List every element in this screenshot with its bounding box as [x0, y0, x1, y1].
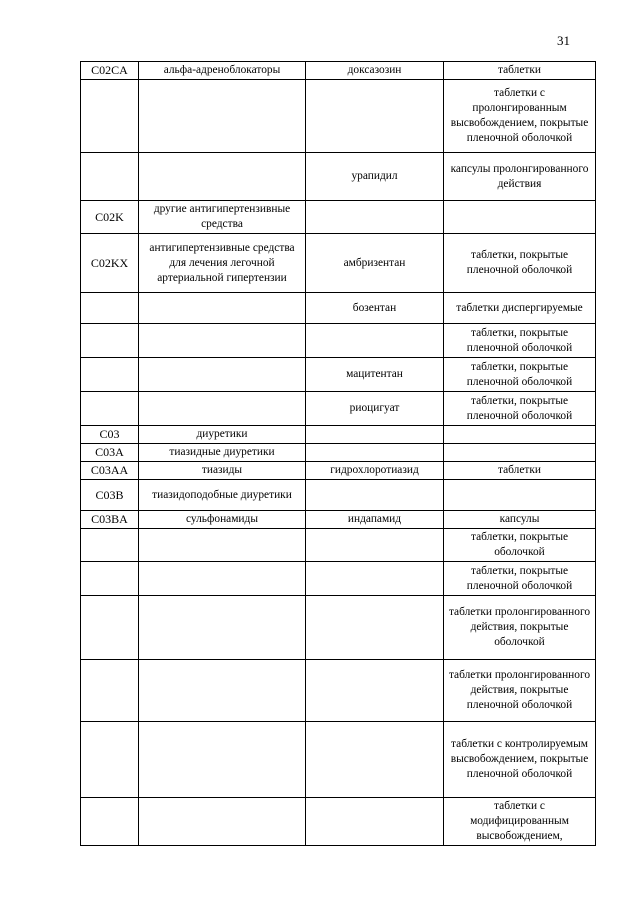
- dosage-form-cell: таблетки пролонгированного действия, покрытые оболочкой: [444, 596, 596, 660]
- dosage-form-cell: капсулы пролонгированного действия: [444, 153, 596, 201]
- atc-code-cell: C03AA: [81, 462, 139, 480]
- drug-group-cell: тиазидные диуретики: [139, 444, 306, 462]
- drug-name-cell: урапидил: [306, 153, 444, 201]
- atc-code-cell: C02CA: [81, 62, 139, 80]
- table-row: [81, 462, 596, 480]
- atc-code-cell: [81, 153, 139, 201]
- drug-group-cell: тиазидоподобные диуретики: [139, 480, 306, 511]
- drug-group-cell: [139, 660, 306, 722]
- drug-group-cell: [139, 798, 306, 846]
- drug-group-cell: [139, 596, 306, 660]
- atc-code-cell: [81, 324, 139, 358]
- dosage-form-cell: таблетки, покрытые пленочной оболочкой: [444, 562, 596, 596]
- drug-group-cell: [139, 529, 306, 562]
- table-row: [81, 529, 596, 562]
- drug-name-cell: индапамид: [306, 511, 444, 529]
- dosage-form-cell: таблетки с контролируемым высвобождением, покрытые пленочной оболочкой: [444, 722, 596, 798]
- drug-name-cell: [306, 529, 444, 562]
- drug-name-cell: бозентан: [306, 293, 444, 324]
- table-row: [81, 324, 596, 358]
- dosage-form-cell: таблетки с модифицированным высвобождением,: [444, 798, 596, 846]
- table-row: [81, 293, 596, 324]
- dosage-form-cell: таблетки, покрытые пленочной оболочкой: [444, 392, 596, 426]
- atc-code-cell: [81, 722, 139, 798]
- drug-table: [80, 61, 596, 846]
- table-row: [81, 511, 596, 529]
- drug-name-cell: [306, 480, 444, 511]
- dosage-form-cell: [444, 480, 596, 511]
- table-row: [81, 480, 596, 511]
- table-row: [81, 358, 596, 392]
- drug-group-cell: [139, 722, 306, 798]
- drug-group-cell: другие антигипертензивные средства: [139, 201, 306, 234]
- drug-group-cell: [139, 80, 306, 153]
- atc-code-cell: C03: [81, 426, 139, 444]
- dosage-form-cell: таблетки, покрытые пленочной оболочкой: [444, 324, 596, 358]
- drug-group-cell: альфа-адреноблокаторы: [139, 62, 306, 80]
- table-row: [81, 596, 596, 660]
- atc-code-cell: C02KX: [81, 234, 139, 293]
- atc-code-cell: [81, 293, 139, 324]
- atc-code-cell: [81, 358, 139, 392]
- page-number: 31: [557, 33, 570, 48]
- drug-name-cell: [306, 722, 444, 798]
- drug-name-cell: [306, 596, 444, 660]
- atc-code-cell: C03A: [81, 444, 139, 462]
- drug-name-cell: гидрохлоротиазид: [306, 462, 444, 480]
- dosage-form-cell: капсулы: [444, 511, 596, 529]
- atc-code-cell: [81, 529, 139, 562]
- drug-group-cell: диуретики: [139, 426, 306, 444]
- atc-code-cell: [81, 562, 139, 596]
- dosage-form-cell: таблетки, покрытые пленочной оболочкой: [444, 358, 596, 392]
- atc-code-cell: [81, 596, 139, 660]
- drug-name-cell: [306, 660, 444, 722]
- atc-code-cell: [81, 80, 139, 153]
- drug-group-cell: [139, 293, 306, 324]
- table-row: [81, 426, 596, 444]
- drug-name-cell: [306, 201, 444, 234]
- table-row: [81, 798, 596, 846]
- atc-code-cell: [81, 660, 139, 722]
- drug-name-cell: доксазозин: [306, 62, 444, 80]
- atc-code-cell: [81, 798, 139, 846]
- drug-group-cell: тиазиды: [139, 462, 306, 480]
- drug-group-cell: [139, 562, 306, 596]
- drug-name-cell: [306, 324, 444, 358]
- dosage-form-cell: таблетки: [444, 462, 596, 480]
- drug-group-cell: антигипертензивные средства для лечения легочной артериальной гипертензии: [139, 234, 306, 293]
- drug-name-cell: [306, 798, 444, 846]
- dosage-form-cell: таблетки диспергируемые: [444, 293, 596, 324]
- dosage-form-cell: таблетки, покрытые оболочкой: [444, 529, 596, 562]
- dosage-form-cell: [444, 444, 596, 462]
- drug-group-cell: [139, 324, 306, 358]
- dosage-form-cell: таблетки с пролонгированным высвобождением, покрытые пленочной оболочкой: [444, 80, 596, 153]
- drug-name-cell: [306, 426, 444, 444]
- atc-code-cell: C03BA: [81, 511, 139, 529]
- atc-code-cell: C03B: [81, 480, 139, 511]
- drug-name-cell: амбризентан: [306, 234, 444, 293]
- drug-group-cell: [139, 153, 306, 201]
- dosage-form-cell: таблетки пролонгированного действия, покрытые пленочной оболочкой: [444, 660, 596, 722]
- drug-name-cell: риоцигуат: [306, 392, 444, 426]
- dosage-form-cell: [444, 201, 596, 234]
- drug-name-cell: [306, 444, 444, 462]
- atc-code-cell: C02K: [81, 201, 139, 234]
- table-row: [81, 80, 596, 153]
- table-row: [81, 62, 596, 80]
- dosage-form-cell: таблетки, покрытые пленочной оболочкой: [444, 234, 596, 293]
- table-row: [81, 444, 596, 462]
- dosage-form-cell: таблетки: [444, 62, 596, 80]
- table-row: [81, 153, 596, 201]
- drug-group-cell: сульфонамиды: [139, 511, 306, 529]
- table-row: [81, 234, 596, 293]
- table-row: [81, 722, 596, 798]
- table-row: [81, 392, 596, 426]
- drug-group-cell: [139, 358, 306, 392]
- drug-name-cell: мацитентан: [306, 358, 444, 392]
- atc-code-cell: [81, 392, 139, 426]
- drug-name-cell: [306, 562, 444, 596]
- table-row: [81, 562, 596, 596]
- drug-name-cell: [306, 80, 444, 153]
- drug-group-cell: [139, 392, 306, 426]
- table-row: [81, 201, 596, 234]
- dosage-form-cell: [444, 426, 596, 444]
- table-row: [81, 660, 596, 722]
